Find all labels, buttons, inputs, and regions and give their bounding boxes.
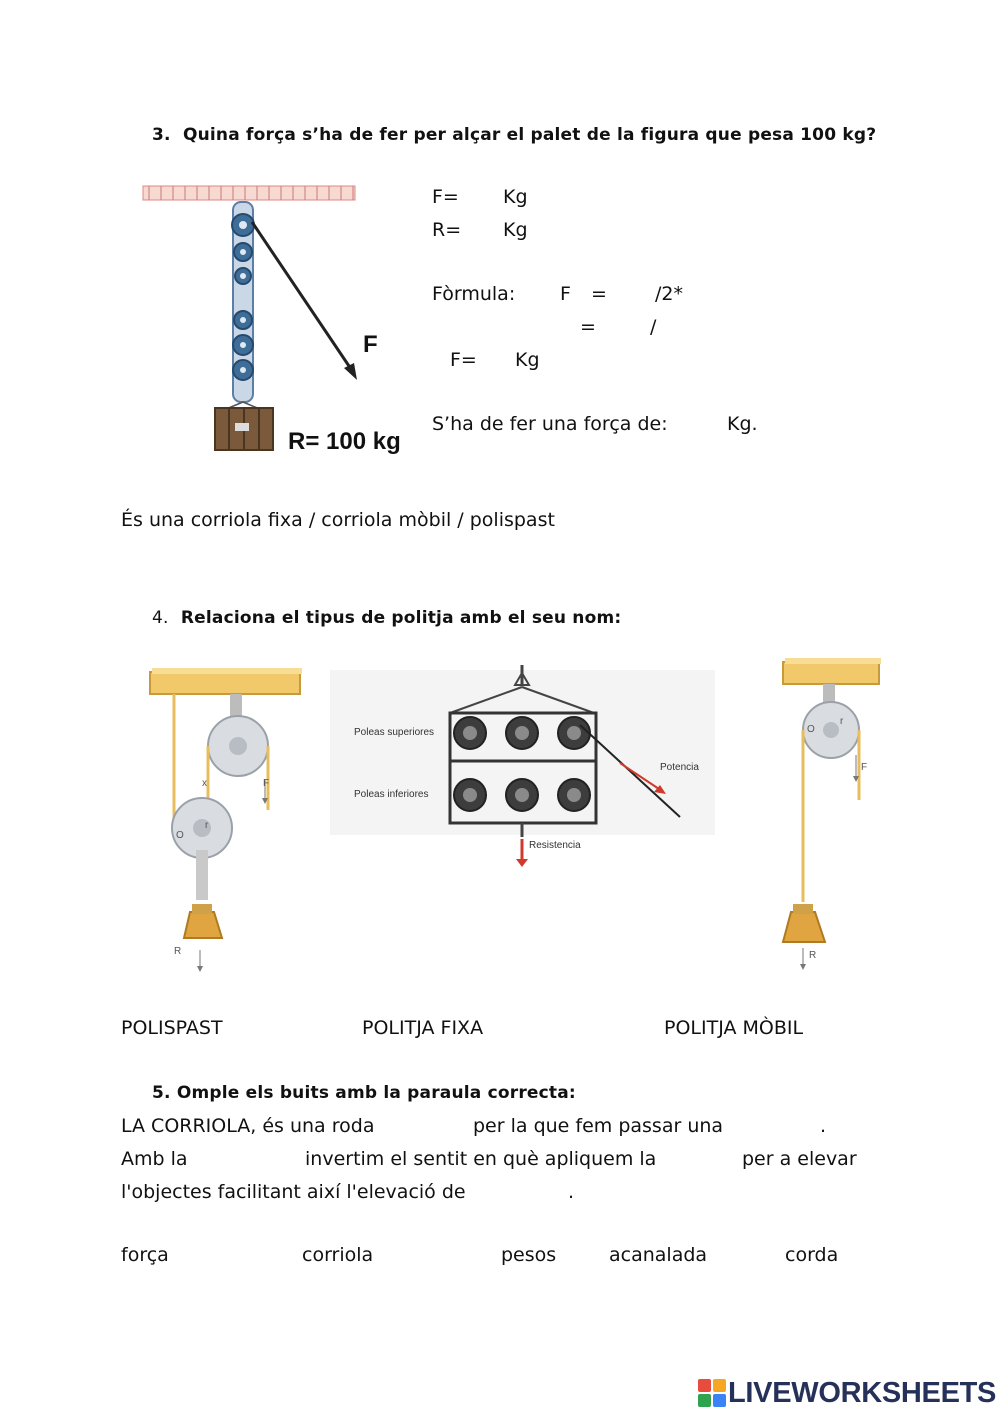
q3-f-unit: Kg [503, 186, 528, 208]
q4-right-force-label: F [861, 762, 868, 773]
q3-result-unit: Kg [515, 349, 540, 371]
q5-word-corda[interactable]: corda [785, 1244, 839, 1266]
q3-answer-unit: Kg. [727, 413, 758, 435]
q3-line2-div: / [650, 316, 657, 338]
q3-line2-eq: = [580, 316, 596, 338]
q3-answer-prefix: S’ha de fer una força de: [432, 413, 668, 435]
q4-right-o-label: O [807, 724, 815, 735]
q5-line1b: per la que fem passar una [473, 1115, 724, 1137]
q5-line1c: . [820, 1115, 827, 1137]
q5-number: 5. [152, 1083, 171, 1103]
q4-left-o-label: O [176, 830, 184, 841]
q4-title: Relaciona el tipus de politja amb el seu nom: [180, 608, 622, 628]
q5-word-pesos[interactable]: pesos [501, 1244, 557, 1266]
q5-heading [152, 1083, 576, 1103]
q5-line2b: invertim el sentit en què apliquem la [305, 1148, 657, 1170]
q4-top-pulleys-label: Poleas superiores [354, 727, 435, 738]
q4-right-r-label: r [840, 716, 844, 727]
q3-resistance-label: R= 100 kg [288, 428, 401, 455]
q4-left-resistance-label: R [174, 946, 182, 957]
q5-line1a: LA CORRIOLA, és una roda [121, 1115, 375, 1137]
q4-name-polispast[interactable]: POLISPAST [121, 1017, 223, 1039]
q5-line2c: per a elevar [742, 1148, 857, 1170]
q4-resistance-label: Resistencia [529, 840, 581, 851]
q4-power-label: Potencia [660, 762, 699, 773]
q3-formula-eq: = [591, 283, 607, 305]
q3-heading [152, 125, 876, 145]
q3-formula-div: /2* [655, 283, 683, 305]
liveworksheets-logo-text: LIVEWORKSHEETS [728, 1377, 997, 1409]
q5-line3b: . [568, 1181, 575, 1203]
q5-word-corriola[interactable]: corriola [302, 1244, 374, 1266]
q4-left-force-label: F [263, 778, 270, 789]
q4-left-x-label: x [202, 778, 207, 789]
q3-force-label: F [363, 331, 378, 358]
q3-f-label: F= [432, 186, 459, 208]
q3-formula-f: F [560, 283, 571, 305]
q4-right-resistance-label: R [809, 950, 817, 961]
q4-heading [152, 608, 621, 628]
q3-formula-label: Fòrmula: [432, 283, 516, 305]
q4-fixed-pulley-figure [775, 650, 895, 980]
liveworksheets-logo-icon [698, 1379, 726, 1407]
q3-type-question[interactable]: És una corriola fixa / corriola mòbil / polispast [121, 509, 555, 531]
q4-name-politja-fixa[interactable]: POLITJA FIXA [362, 1017, 484, 1039]
q3-result-label: F= [450, 349, 477, 371]
q4-name-politja-mobil[interactable]: POLITJA MÒBIL [664, 1017, 804, 1039]
q3-pulley-figure [135, 180, 415, 460]
q3-r-label: R= [432, 219, 462, 241]
q4-bottom-pulleys-label: Poleas inferiores [354, 789, 429, 800]
q5-title: Omple els buits amb la paraula correcta: [176, 1083, 576, 1103]
q3-number: 3. [152, 125, 171, 145]
q5-line3a: l'objectes facilitant així l'elevació de [121, 1181, 466, 1203]
q4-movable-pulley-figure [130, 660, 320, 980]
q5-word-acanalada[interactable]: acanalada [609, 1244, 708, 1266]
q4-number: 4. [152, 608, 169, 628]
q5-word-forca[interactable]: força [121, 1244, 169, 1266]
q3-r-unit: Kg [503, 219, 528, 241]
q3-title: Quina força s’ha de fer per alçar el palet de la figura que pesa 100 kg? [182, 125, 877, 145]
q4-left-r-label: r [205, 820, 209, 831]
q5-line2a: Amb la [121, 1148, 188, 1170]
